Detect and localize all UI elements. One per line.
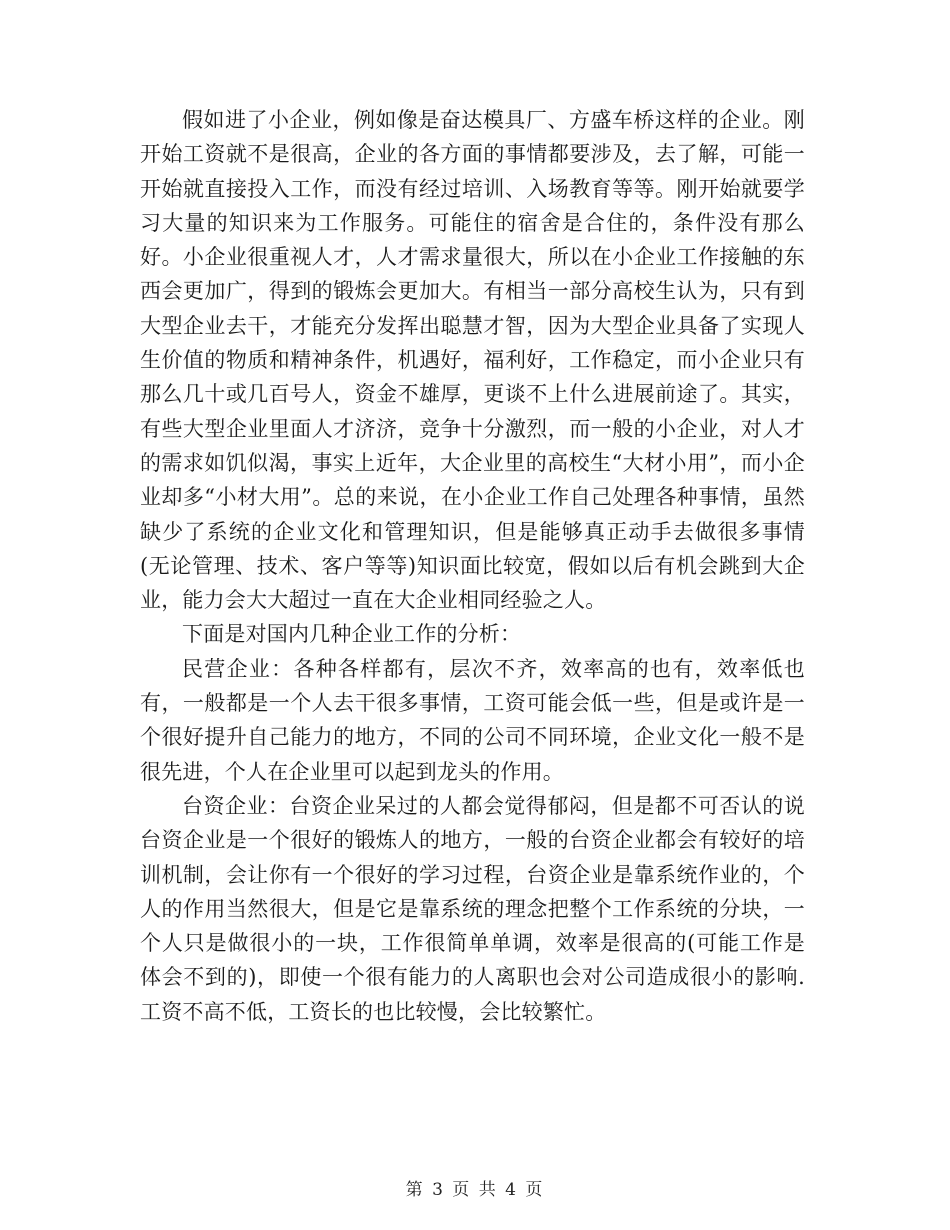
paragraph-analysis-intro: 下面是对国内几种企业工作的分析： bbox=[182, 622, 522, 647]
paragraph-small-enterprise: 假如进了小企业，例如像是奋达模具厂、方盛车桥这样的企业。刚开始工资就不是很高，企业的各方面的事情都要涉及，去了解，可能一开始就直接投入工作，而没有经过培训、入场教育等等。刚开始就要学习大量的知识来为工作服务。可能住的宿舍是合住的，条件没有那么好。小企业很重视人才，人才需求量很大，所以在小企业工作接触的东西会更加广，得到的锻炼会更加大。有相当一部分高校生认为，只有到大型企业去干，才能充分发挥出聪慧才智，因为大型企业具备了实现人生价值的物质和精神条件，机遇好，福利好，工作稳定，而小企业只有那么几十或几百号人，资金不雄厚，更谈不上什么进展前途了。其实，有些大型企业里面人才济济，竞争十分激烈，而一般的小企业，对人才的需求如饥似渴，事实上近年，大企业里的高校生“大材小用”，而小企业却多“小材大用”。总的来说，在小企业工作自己处理各种事情，虽然缺少了系统的企业文化和管理知识，但是能够真正动手去做很多事情(无论管理、技术、客户等等)知识面比较宽，假如以后有机会跳到大企业，能力会大大超过一直在大企业相同经验之人。 bbox=[140, 108, 805, 613]
paragraph-private-enterprise: 民营企业：各种各样都有，层次不齐，效率高的也有，效率低也有，一般都是一个人去干很多事情，工资可能会低一些，但是或许是一个很好提升自己能力的地方，不同的公司不同环境，企业文化一般不是很先进，个人在企业里可以起到龙头的作用。 bbox=[140, 656, 805, 784]
paragraph-taiwan-enterprise: 台资企业：台资企业呆过的人都会觉得郁闷，但是都不可否认的说台资企业是一个很好的锻炼人的地方，一般的台资企业都会有较好的培训机制，会让你有一个很好的学习过程，台资企业是靠系统作业的，个人的作用当然很大，但是它是靠系统的理念把整个工作系统的分块，一个人只是做很小的一块，工作很简单单调，效率是很高的(可能工作是体会不到的)，即使一个很有能力的人离职也会对公司造成很小的影响.工资不高不低，工资长的也比较慢，会比较繁忙。 bbox=[140, 793, 805, 1024]
page-number-footer: 第 3 页 共 4 页 bbox=[405, 1180, 545, 1200]
document-body bbox=[140, 103, 805, 1029]
